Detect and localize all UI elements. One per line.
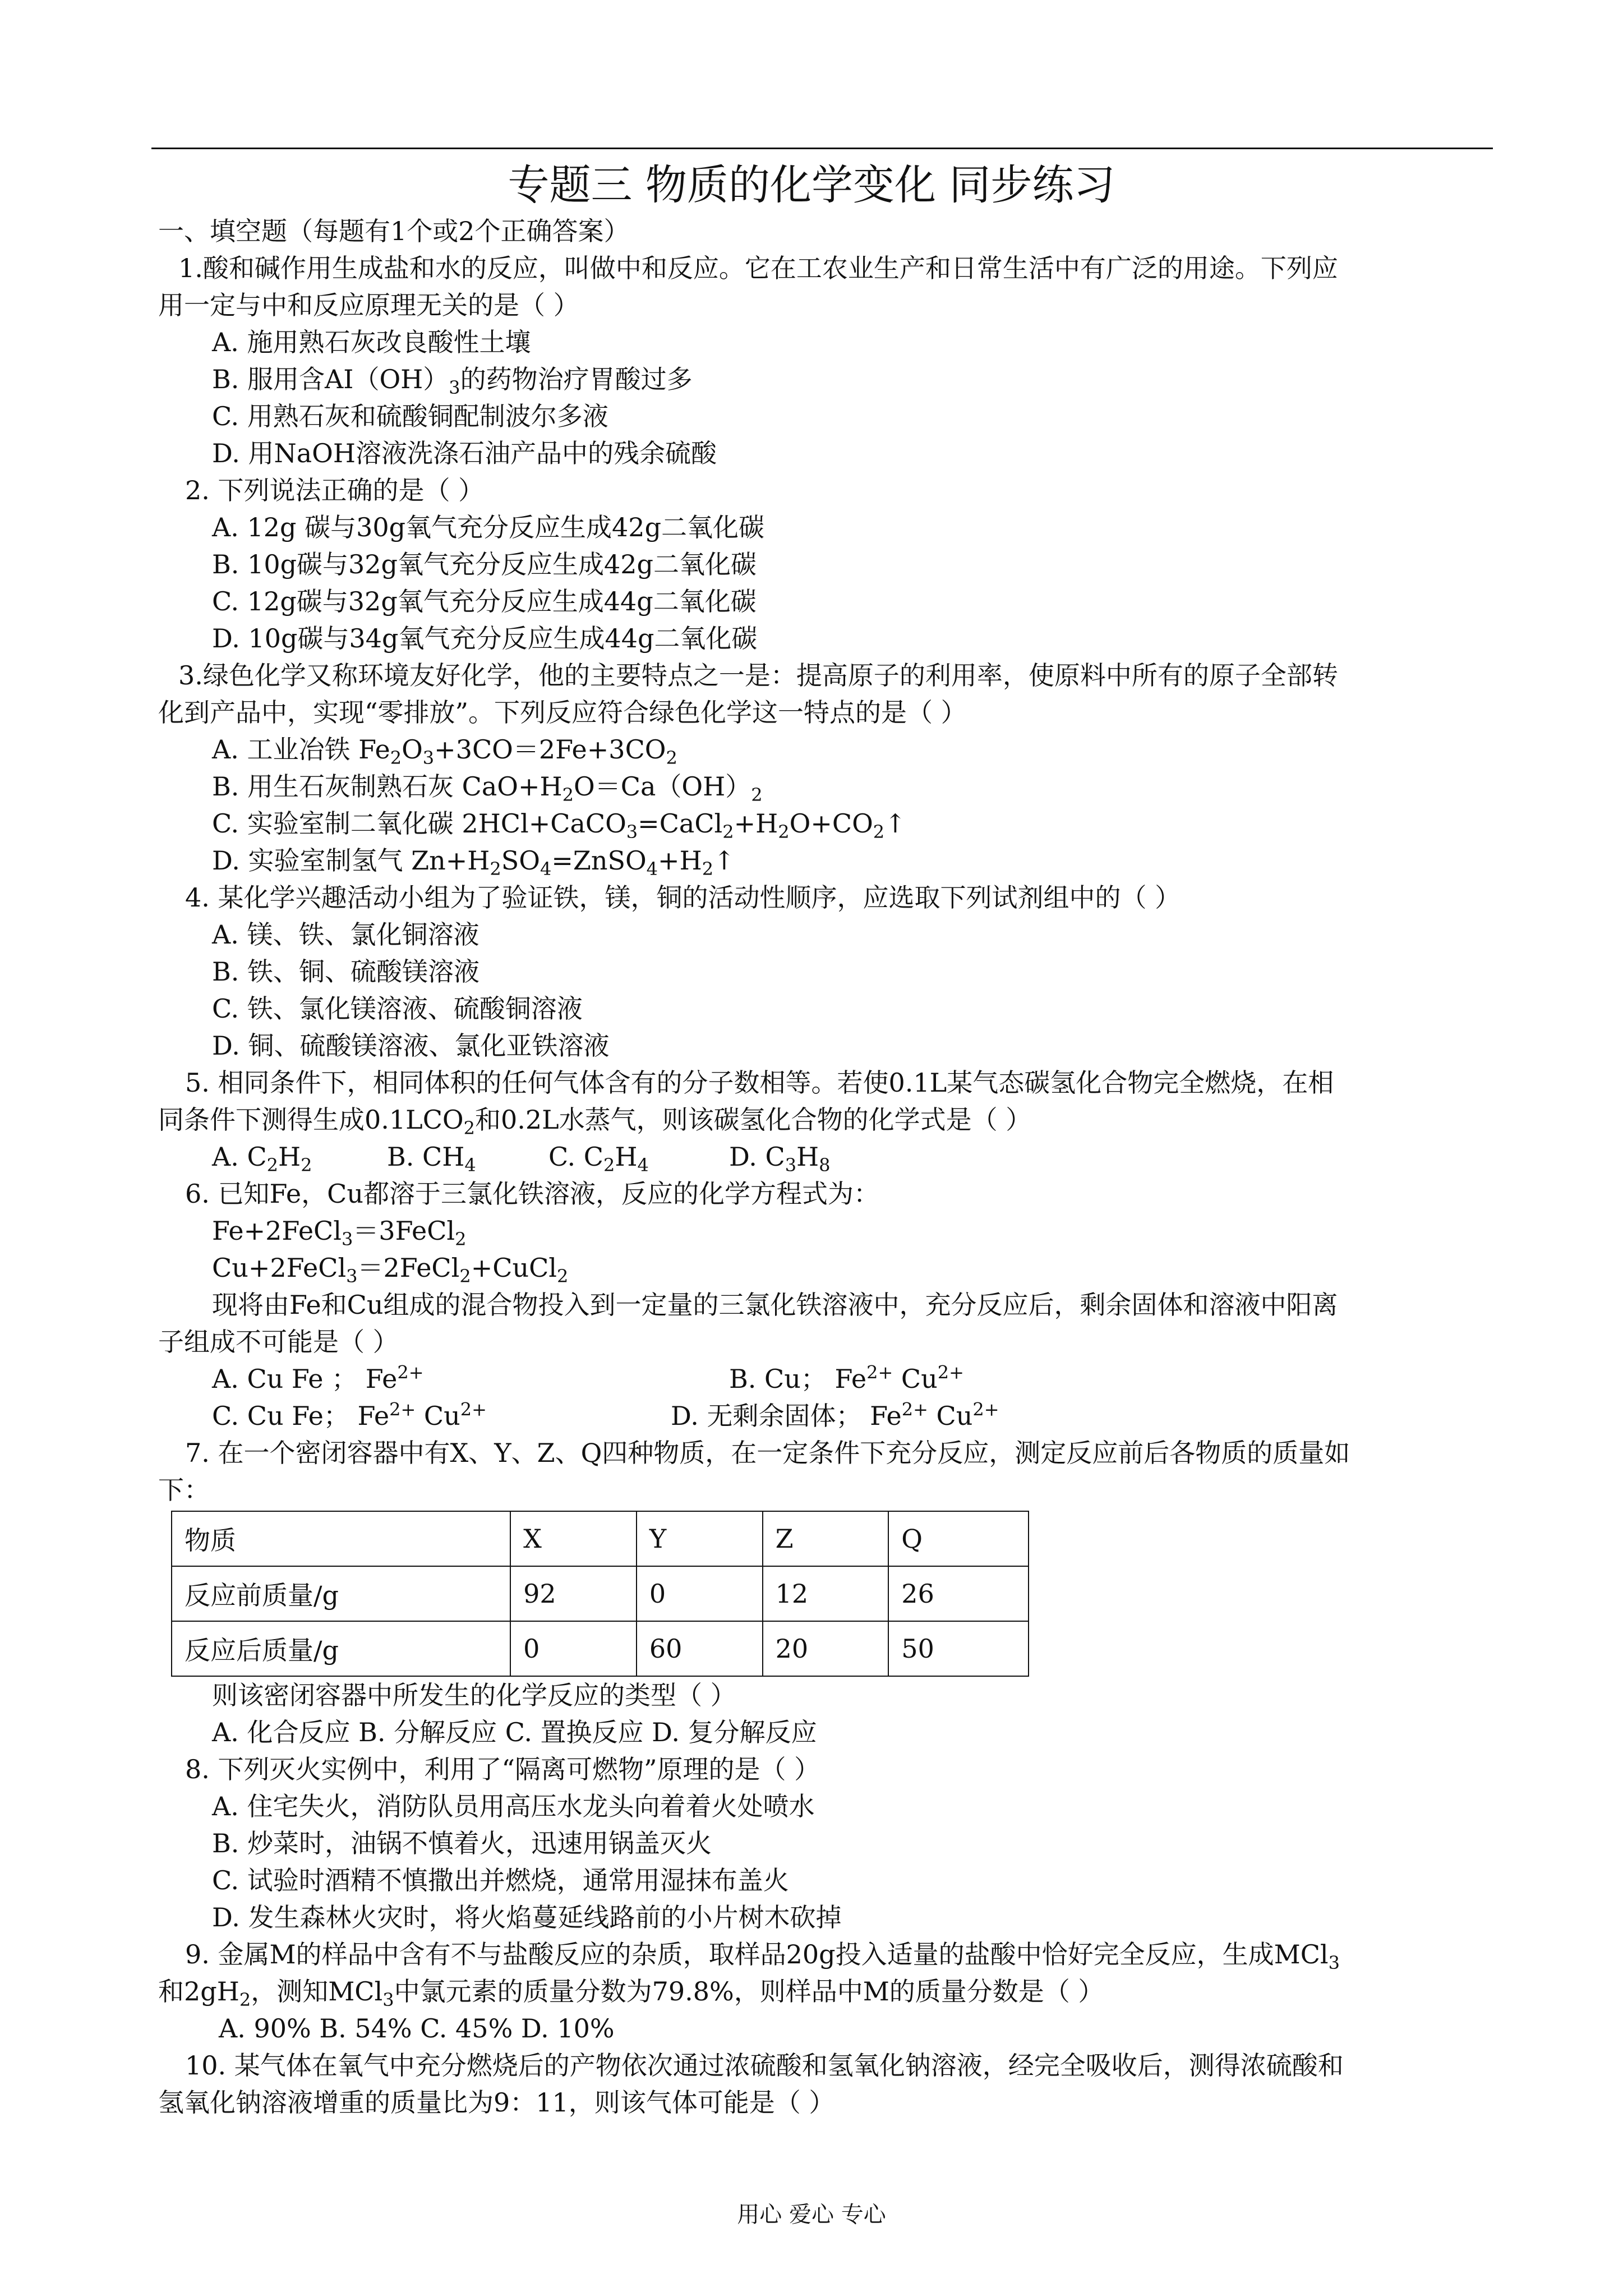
q2-option-b: B. 10g碳与32g氧气充分反应生成42g二氧化碳	[212, 549, 757, 579]
q5-stem-2: 同条件下测得生成$0.1LCO_2$和0.2L水蒸气，则该碳氢化合物的化学式是（ ）	[158, 1105, 1032, 1139]
q8-stem: 8. 下列灭火实例中，利用了“隔离可燃物”原理的是（ ）	[185, 1754, 820, 1784]
q5-option-b: B. $CH_4$	[387, 1142, 476, 1176]
table-row	[172, 1621, 1029, 1676]
q1-stem-2: 用一定与中和反应原理无关的是（ ）	[158, 290, 579, 320]
page-footer: 用心 爱心 专心	[737, 2202, 886, 2228]
q6-stem2-1: 现将由Fe和Cu组成的混合物投入到一定量的三氯化铁溶液中，充分反应后，剩余固体和溶液中阳离	[212, 1290, 1338, 1320]
table-cell: 92	[510, 1566, 637, 1621]
header-rule	[151, 148, 1493, 149]
q6-stem: 6. 已知Fe，Cu都溶于三氯化铁溶液，反应的化学方程式为：	[185, 1179, 879, 1209]
q1-option-b: B. 服用含$AI(OH)_3$的药物治疗胃酸过多	[212, 364, 693, 399]
q8-option-c: C. 试验时酒精不慎撒出并燃烧，通常用湿抹布盖火	[212, 1865, 789, 1895]
table-cell: 反应前质量/g	[172, 1566, 510, 1621]
q1-stem-1: 1.酸和碱作用生成盐和水的反应，叫做中和反应。它在工农业生产和日常生活中有广泛的用途。下列应	[178, 253, 1338, 283]
table-cell: 0	[510, 1621, 637, 1676]
q6-equation-1: Fe+2FeCl$_3$＝3FeCl$_2$	[212, 1216, 467, 1250]
q3-stem-1: 3.绿色化学又称环境友好化学，他的主要特点之一是：提高原子的利用率，使原料中所有的原子全部转	[178, 660, 1338, 691]
q3-option-c: C. 实验室制二氧化碳 $2HCl+CaCO_3=CaCl_2+H_2O+CO_2↑$	[212, 808, 906, 843]
q9-stem-1: 9. 金属M的样品中含有不与盐酸反应的杂质，取样品20g投入适量的盐酸中恰好完全反应，生成MCl$_3$	[185, 1939, 1340, 1974]
q10-stem-2: 氢氧化钠溶液增重的质量比为9：11，则该气体可能是（ ）	[158, 2087, 835, 2118]
section-heading: 一、填空题（每题有1个或2个正确答案）	[158, 216, 630, 246]
q5-stem-1: 5. 相同条件下，相同体积的任何气体含有的分子数相等。若使0.1L某气态碳氢化合物完全燃烧，在相	[185, 1068, 1334, 1098]
q1-option-a: A. 施用熟石灰改良酸性土壤	[212, 327, 531, 357]
q3-option-d: D. 实验室制氢气 $Zn+H_2SO_4=ZnSO_4+H_2↑$	[212, 845, 735, 880]
table-cell: X	[510, 1511, 637, 1566]
q2-option-a: A. 12g 碳与30g氧气充分反应生成42g二氧化碳	[212, 512, 765, 542]
q7-question: 则该密闭容器中所发生的化学反应的类型（ ）	[212, 1680, 736, 1710]
q8-option-b: B. 炒菜时，油锅不慎着火，迅速用锅盖灭火	[212, 1828, 712, 1858]
q7-mass-table	[171, 1511, 1029, 1677]
page-title: 专题三 物质的化学变化 同步练习	[508, 161, 1115, 209]
q6-equation-2: Cu+2FeCl$_3$＝2FeCl$_2$+CuCl$_2$	[212, 1253, 569, 1287]
q4-option-d: D. 铜、硫酸镁溶液、氯化亚铁溶液	[212, 1030, 610, 1061]
q5-option-a: A. $C_2H_2$	[212, 1142, 312, 1176]
table-row	[172, 1566, 1029, 1621]
table-cell: 50	[888, 1621, 1029, 1676]
q6-option-c: C. Cu Fe； $Fe^{2+}$ $Cu^{2+}$	[212, 1398, 487, 1431]
table-cell: 反应后质量/g	[172, 1621, 510, 1676]
q6-option-a: A. Cu Fe ； $Fe^{2+}$	[212, 1361, 424, 1394]
table-cell: 12	[763, 1566, 889, 1621]
q6-stem2-2: 子组成不可能是（ ）	[158, 1327, 399, 1357]
table-cell: Z	[763, 1511, 889, 1566]
q3-option-a: A. 工业冶铁 $Fe_2O_3+3CO=2Fe+3CO_2$	[212, 734, 677, 769]
table-cell: 0	[637, 1566, 763, 1621]
q5-option-c: C. $C_2H_4$	[548, 1142, 649, 1176]
q3-option-b: B. 用生石灰制熟石灰 $CaO+H_2O=Ca(OH)_2$	[212, 771, 763, 806]
q4-option-b: B. 铁、铜、硫酸镁溶液	[212, 956, 480, 987]
q6-option-b: B. Cu； $Fe^{2+}$ $Cu^{2+}$	[729, 1361, 964, 1394]
q7-options: A. 化合反应 B. 分解反应 C. 置换反应 D. 复分解反应	[212, 1717, 817, 1747]
q2-stem: 2. 下列说法正确的是（ ）	[185, 475, 485, 505]
q10-stem-1: 10. 某气体在氧气中充分燃烧后的产物依次通过浓硫酸和氢氧化钠溶液，经完全吸收后，测得浓硫酸和	[185, 2050, 1344, 2081]
table-cell: Q	[888, 1511, 1029, 1566]
q7-stem-1: 7. 在一个密闭容器中有X、Y、Z、Q四种物质，在一定条件下充分反应，测定反应前后各物质的质量如	[185, 1438, 1350, 1468]
q2-option-c: C. 12g碳与32g氧气充分反应生成44g二氧化碳	[212, 586, 757, 616]
table-cell: 26	[888, 1566, 1029, 1621]
q6-option-d: D. 无剩余固体； $Fe^{2+}$ $Cu^{2+}$	[671, 1398, 999, 1431]
table-row	[172, 1511, 1029, 1566]
table-cell: Y	[637, 1511, 763, 1566]
q9-options: A. 90% B. 54% C. 45% D. 10%	[219, 2013, 615, 2044]
table-cell: 20	[763, 1621, 889, 1676]
q7-stem-2: 下：	[158, 1475, 210, 1505]
q8-option-a: A. 住宅失火，消防队员用高压水龙头向着着火处喷水	[212, 1791, 815, 1821]
q4-option-a: A. 镁、铁、氯化铜溶液	[212, 919, 479, 950]
q9-stem-2: 和$2gH_2$，测知MCl$_3$中氯元素的质量分数为79.8%，则样品中M的质量分数是（ ）	[158, 1976, 1104, 2011]
q3-stem-2: 化到产品中，实现“零排放”。下列反应符合绿色化学这一特点的是（ ）	[158, 697, 967, 728]
q5-option-d: D. $C_3H_8$	[729, 1142, 831, 1176]
q1-option-c: C. 用熟石灰和硫酸铜配制波尔多液	[212, 401, 608, 431]
q8-option-d: D. 发生森林火灾时，将火焰蔓延线路前的小片树木砍掉	[212, 1902, 842, 1932]
q4-option-c: C. 铁、氯化镁溶液、硫酸铜溶液	[212, 993, 583, 1024]
q2-option-d: D. 10g碳与34g氧气充分反应生成44g二氧化碳	[212, 623, 758, 654]
table-cell: 物质	[172, 1511, 510, 1566]
table-cell: 60	[637, 1621, 763, 1676]
q1-option-d: D. 用NaOH溶液洗涤石油产品中的残余硫酸	[212, 438, 717, 468]
q4-stem: 4. 某化学兴趣活动小组为了验证铁，镁，铜的活动性顺序，应选取下列试剂组中的（ ）	[185, 882, 1181, 913]
